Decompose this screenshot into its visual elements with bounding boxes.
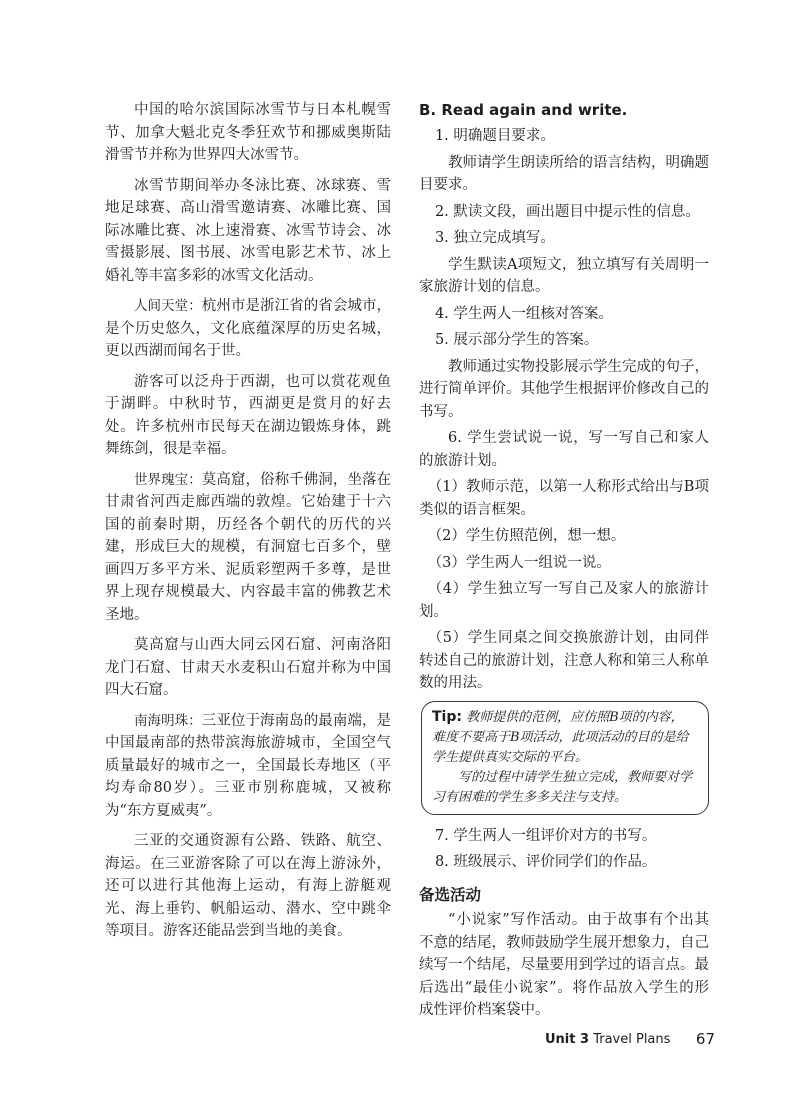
step-2: 2. 默读文段，画出题目中提示性的信息。 (434, 203, 700, 220)
paragraph-text: 三亚位于海南岛的最南端，是中国最南部的热带滨海旅游城市，全国空气质量最好的城市之一，全国最长寿地区（平均寿命80岁）。三亚市别称鹿城，又被称为“东方夏威夷”。 (105, 712, 392, 819)
tip-text: 教师提供的范例，应仿照B项的内容，难度不要高于B项活动，此项活动的目的是给学生提供真实交际的平台。 (432, 709, 689, 765)
sub-step-3: （3）学生两人一组说一说。 (427, 554, 611, 571)
paragraph-text: 中国的哈尔滨国际冰雪节与日本札幌雪节、加拿大魁北克冬季狂欢节和挪威奥斯陆滑雪节并称为世界四大冰雪节。 (105, 102, 391, 163)
step-5: 5. 展示部分学生的答案。 (434, 332, 599, 348)
step-1: 1. 明确题目要求。 (434, 128, 555, 144)
paragraph-mogao (105, 469, 391, 627)
paragraph-sanya (105, 710, 391, 823)
left-column (105, 99, 391, 951)
tip-paragraph-2: 写的过程中请学生独立完成，教师要对学习有困难的学生多多关注与支持。 (432, 769, 693, 805)
step-4: 4. 学生两人一组核对答案。 (434, 305, 613, 322)
step-8: 8. 班级展示、评价同学们的作品。 (434, 854, 657, 870)
paragraph-text: 莫高窟与山西大同云冈石窟、河南洛阳龙门石窟、甘肃天水麦积山石窟并称为中国四大石窟。 (105, 637, 391, 698)
footer-title: Travel Plans (593, 1032, 671, 1047)
paragraph-ice-activities (105, 175, 391, 288)
step-3: 3. 独立完成填写。 (434, 230, 555, 246)
paragraph-west-lake (105, 371, 391, 461)
sub-step-4: （4）学生独立写一写自己及家人的旅游计划。 (419, 581, 709, 620)
optional-activity-text: “小说家”写作活动。由于故事有个出其不意的结尾，教师鼓励学生展开想象力，自己续写一个结尾，尽量要用到学过的语言点。最后选出“最佳小说家”。将作品放入学生的形成性评价档案袋中。 (419, 912, 709, 1018)
page-number: 67 (695, 1030, 715, 1048)
paragraph-ice-festival (105, 99, 391, 167)
paragraph-text: 冰雪节期间举办冬泳比赛、冰球赛、雪地足球赛、高山滑雪邀请赛、冰雕比赛、国际冰雕比赛、冰上速滑赛、冰雪节诗会、冰雪摄影展、图书展、冰雪电影艺术节、冰上婚礼等丰富多彩的冰雪文化活动。 (105, 177, 391, 284)
right-column (419, 99, 709, 1026)
step-6: 6. 学生尝试说一说，写一写自己和家人的旅游计划。 (419, 430, 709, 469)
page-footer (545, 1032, 715, 1056)
optional-activity-heading: 备选活动 (419, 885, 482, 904)
paragraph-lead: 世界瑰宝： (134, 471, 202, 488)
tip-box (421, 701, 709, 815)
tip-label: Tip: (432, 708, 462, 725)
step-3-description: 学生默读A项短文，独立填写有关周明一家旅游计划的信息。 (419, 256, 709, 295)
paragraph-text: 杭州市是浙江省的省会城市，是个历史悠久，文化底蕴深厚的历史名城，更以西湖而闻名于世。 (105, 298, 392, 359)
paragraph-text: 莫高窟，俗称千佛洞，坐落在甘肃省河西走廊西端的敦煌。它始建于十六国的前秦时期，历经各个朝代的历代的兴建，形成巨大的规模，有洞窟七百多个，壁画四万多平方米、泥质彩塑两千多尊，是世界上现存规模最大、内容最丰富的佛教艺术圣地。 (105, 471, 392, 623)
sub-step-5: （5）学生同桌之间交换旅游计划，由同伴转述自己的旅游计划，注意人称和第三人称单数的用法。 (419, 630, 709, 691)
paragraph-text: 三亚的交通资源有公路、铁路、航空、海运。在三亚游客除了可以在海上游泳外，还可以进行其他海上运动，有海上游艇观光、海上垂钓、帆船运动、潜水、空中跳伞等项目。游客还能品尝到当地的美食。 (105, 833, 391, 939)
paragraph-hangzhou (105, 295, 391, 363)
footer-unit: Unit 3 (545, 1032, 590, 1047)
step-7: 7. 学生两人一组评价对方的书写。 (434, 827, 657, 844)
sub-step-2: （2）学生仿照范例，想一想。 (427, 528, 626, 544)
paragraph-lead: 南海明珠： (134, 712, 202, 729)
section-heading: B. Read again and write. (419, 101, 628, 119)
paragraph-text: 游客可以泛舟于西湖，也可以赏花观鱼于湖畔。中秋时节，西湖更是赏月的好去处。许多杭州市民每天在湖边锻炼身体，跳舞练剑，很是幸福。 (105, 373, 391, 457)
paragraph-four-grottoes (105, 634, 391, 702)
tip-paragraph-1 (432, 707, 696, 768)
paragraph-sanya-transport (105, 830, 391, 943)
step-1-description: 教师请学生朗读所给的语言结构，明确题目要求。 (419, 154, 709, 193)
step-5-description: 教师通过实物投影展示学生完成的句子，进行简单评价。其他学生根据评价修改自己的书写。 (419, 358, 709, 420)
sub-step-1: （1）教师示范，以第一人称形式给出与B项类似的语言框架。 (419, 479, 709, 518)
paragraph-lead: 人间天堂： (134, 298, 202, 314)
